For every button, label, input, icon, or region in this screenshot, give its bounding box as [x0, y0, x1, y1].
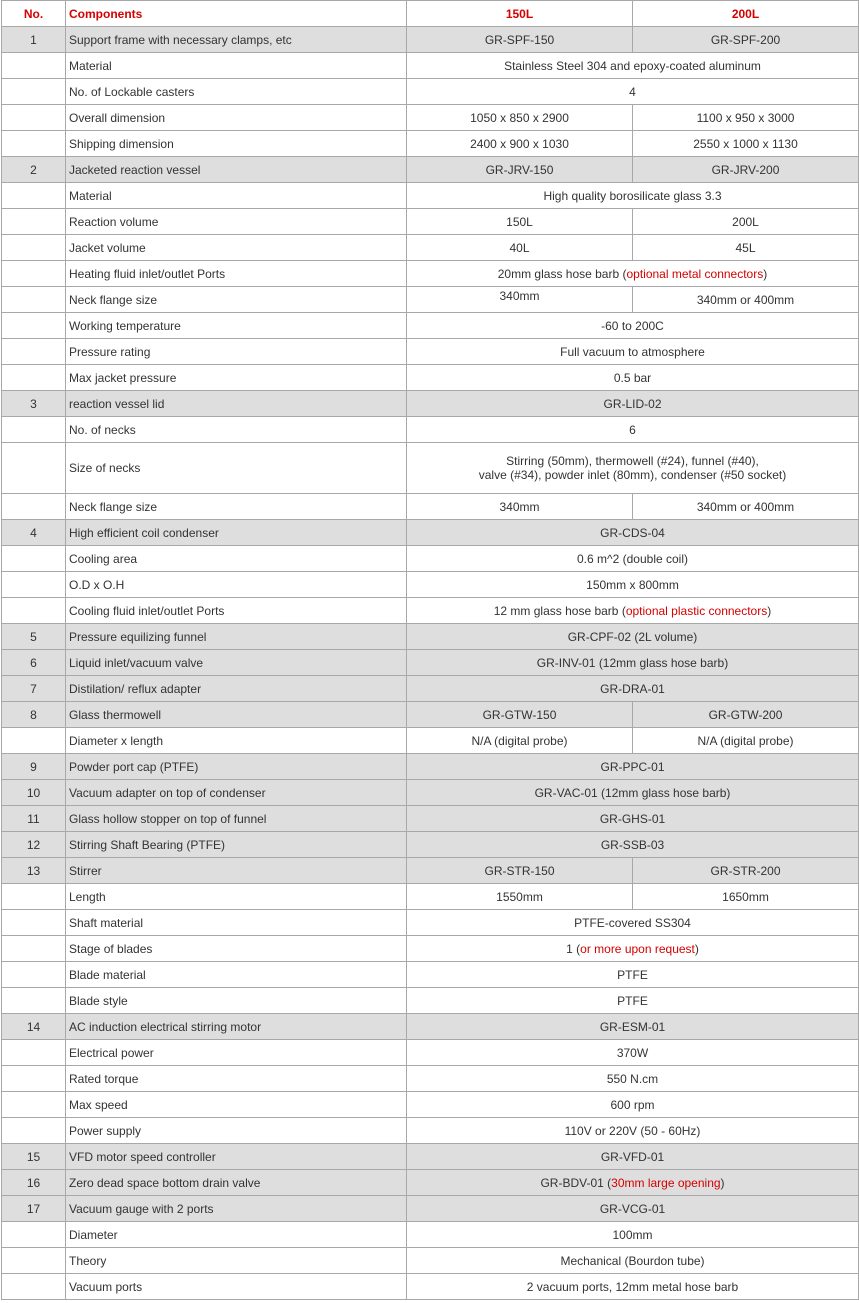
value-shared: [407, 1170, 859, 1196]
value-text: Mechanical (Bourdon tube): [560, 1253, 705, 1268]
item-number: [2, 546, 66, 572]
value-shared: [407, 1274, 859, 1300]
value-text: GR-DRA-01: [600, 681, 665, 696]
item-number: [2, 313, 66, 339]
table-row: [2, 546, 859, 572]
table-row: [2, 962, 859, 988]
component-name: Stage of blades: [66, 936, 407, 962]
value-shared: [407, 79, 859, 105]
value-text-end: ): [694, 941, 699, 956]
value-150l: 40L: [407, 235, 633, 261]
value-200l: 2550 x 1000 x 1130: [633, 131, 859, 157]
value-shared: [407, 1092, 859, 1118]
value-200l: 340mm or 400mm: [633, 287, 859, 313]
value-shared: [407, 313, 859, 339]
value-shared: [407, 806, 859, 832]
table-row: [2, 910, 859, 936]
component-name: O.D x O.H: [66, 572, 407, 598]
component-name: Theory: [66, 1248, 407, 1274]
component-name: Glass hollow stopper on top of funnel: [66, 806, 407, 832]
item-number: [2, 365, 66, 391]
item-number: [2, 105, 66, 131]
value-shared: [407, 53, 859, 79]
table-row-group: [2, 1170, 859, 1196]
value-text: 12 mm glass hose barb (: [493, 603, 626, 618]
value-shared: [407, 339, 859, 365]
value-text: 600 rpm: [610, 1097, 655, 1112]
value-shared: [407, 546, 859, 572]
value-shared: [407, 443, 859, 494]
value-text: GR-LID-02: [603, 396, 662, 411]
header-200l: 200L: [633, 1, 859, 27]
value-200l: 340mm or 400mm: [633, 494, 859, 520]
value-150l: GR-SPF-150: [407, 27, 633, 53]
component-name: Length: [66, 884, 407, 910]
component-name: Reaction volume: [66, 209, 407, 235]
value-text: 370W: [616, 1045, 649, 1060]
item-number: [2, 209, 66, 235]
value-text-end: ): [763, 266, 768, 281]
header-150l: 150L: [407, 1, 633, 27]
item-number: 11: [2, 806, 66, 832]
component-name: Glass thermowell: [66, 702, 407, 728]
value-text: PTFE: [617, 967, 648, 982]
highlight-note: optional plastic connectors: [625, 603, 768, 618]
item-number: 6: [2, 650, 66, 676]
value-text-end: ): [767, 603, 772, 618]
component-name: reaction vessel lid: [66, 391, 407, 417]
table-row-group: [2, 391, 859, 417]
table-row: [2, 443, 859, 494]
table-row: [2, 884, 859, 910]
component-name: Blade style: [66, 988, 407, 1014]
value-text: -60 to 200C: [601, 318, 664, 333]
table-row-group: [2, 520, 859, 546]
value-shared: [407, 183, 859, 209]
item-number: 10: [2, 780, 66, 806]
component-name: Vacuum ports: [66, 1274, 407, 1300]
item-number: 9: [2, 754, 66, 780]
value-shared: [407, 754, 859, 780]
table-row: [2, 183, 859, 209]
value-shared: [407, 780, 859, 806]
item-number: [2, 1118, 66, 1144]
item-number: [2, 1248, 66, 1274]
table-row: [2, 105, 859, 131]
table-row: [2, 1092, 859, 1118]
item-number: [2, 598, 66, 624]
component-name: Diameter: [66, 1222, 407, 1248]
component-name: Liquid inlet/vacuum valve: [66, 650, 407, 676]
component-name: Rated torque: [66, 1066, 407, 1092]
highlight-note: or more upon request: [580, 941, 695, 956]
table-row-group: [2, 702, 859, 728]
value-200l: 1650mm: [633, 884, 859, 910]
item-number: [2, 235, 66, 261]
table-row: [2, 53, 859, 79]
value-text: PTFE-covered SS304: [574, 915, 691, 930]
item-number: 12: [2, 832, 66, 858]
item-number: [2, 79, 66, 105]
item-number: 3: [2, 391, 66, 417]
value-200l: GR-STR-200: [633, 858, 859, 884]
value-150l: 340mm: [407, 287, 633, 313]
table-row: [2, 209, 859, 235]
value-text: GR-VAC-01 (12mm glass hose barb): [534, 785, 731, 800]
table-row-group: [2, 1144, 859, 1170]
component-name: Vacuum gauge with 2 ports: [66, 1196, 407, 1222]
table-row: [2, 494, 859, 520]
table-row: [2, 572, 859, 598]
component-name: Neck flange size: [66, 287, 407, 313]
component-name: No. of Lockable casters: [66, 79, 407, 105]
table-row: [2, 79, 859, 105]
value-shared: [407, 520, 859, 546]
component-name: Shaft material: [66, 910, 407, 936]
value-shared: [407, 1066, 859, 1092]
item-number: [2, 884, 66, 910]
item-number: 13: [2, 858, 66, 884]
value-150l: 1050 x 850 x 2900: [407, 105, 633, 131]
value-shared: [407, 598, 859, 624]
value-shared: [407, 1196, 859, 1222]
value-shared: [407, 624, 859, 650]
value-150l: 2400 x 900 x 1030: [407, 131, 633, 157]
table-row-group: [2, 1196, 859, 1222]
item-number: [2, 1222, 66, 1248]
component-name: Material: [66, 183, 407, 209]
value-shared: [407, 391, 859, 417]
value-shared: [407, 650, 859, 676]
item-number: 1: [2, 27, 66, 53]
table-row: [2, 1248, 859, 1274]
value-shared: [407, 417, 859, 443]
table-row: [2, 365, 859, 391]
value-text: 150mm x 800mm: [586, 577, 679, 592]
value-150l: GR-STR-150: [407, 858, 633, 884]
value-200l: N/A (digital probe): [633, 728, 859, 754]
value-shared: [407, 1222, 859, 1248]
value-text: PTFE: [617, 993, 648, 1008]
value-text: 1 (: [566, 941, 581, 956]
value-text: GR-VFD-01: [600, 1149, 665, 1164]
item-number: [2, 443, 66, 494]
component-name: Jacketed reaction vessel: [66, 157, 407, 183]
value-shared: [407, 1014, 859, 1040]
table-row-group: [2, 832, 859, 858]
table-row: [2, 598, 859, 624]
item-number: [2, 910, 66, 936]
value-shared: [407, 365, 859, 391]
component-name: Powder port cap (PTFE): [66, 754, 407, 780]
value-200l: GR-JRV-200: [633, 157, 859, 183]
header-components: Components: [66, 1, 407, 27]
value-text-line2: valve (#34), powder inlet (80mm), condenser (#50 socket): [478, 468, 787, 482]
item-number: [2, 183, 66, 209]
table-row-group: [2, 754, 859, 780]
table-row-group: [2, 624, 859, 650]
component-name: Max jacket pressure: [66, 365, 407, 391]
component-name: Overall dimension: [66, 105, 407, 131]
value-shared: [407, 261, 859, 287]
component-name: Vacuum adapter on top of condenser: [66, 780, 407, 806]
header-no: No.: [2, 1, 66, 27]
component-name: No. of necks: [66, 417, 407, 443]
component-name: Diameter x length: [66, 728, 407, 754]
item-number: [2, 417, 66, 443]
specification-table: [1, 0, 859, 1300]
table-row-group: [2, 676, 859, 702]
value-text: GR-ESM-01: [599, 1019, 666, 1034]
item-number: 16: [2, 1170, 66, 1196]
component-name: Pressure rating: [66, 339, 407, 365]
item-number: [2, 287, 66, 313]
table-row: [2, 1066, 859, 1092]
component-name: AC induction electrical stirring motor: [66, 1014, 407, 1040]
item-number: [2, 936, 66, 962]
value-200l: 1100 x 950 x 3000: [633, 105, 859, 131]
value-200l: 45L: [633, 235, 859, 261]
table-row: [2, 417, 859, 443]
item-number: [2, 1066, 66, 1092]
value-text: GR-SSB-03: [600, 837, 665, 852]
item-number: [2, 53, 66, 79]
value-shared: [407, 832, 859, 858]
component-name: Heating fluid inlet/outlet Ports: [66, 261, 407, 287]
highlight-note: 30mm large opening: [611, 1175, 721, 1190]
component-name: Material: [66, 53, 407, 79]
table-row-group: [2, 858, 859, 884]
item-number: [2, 962, 66, 988]
value-200l: GR-SPF-200: [633, 27, 859, 53]
component-name: Power supply: [66, 1118, 407, 1144]
value-shared: [407, 572, 859, 598]
value-shared: [407, 1040, 859, 1066]
value-text: GR-CPF-02 (2L volume): [567, 629, 698, 644]
value-150l: 150L: [407, 209, 633, 235]
table-row-group: [2, 780, 859, 806]
table-row: [2, 235, 859, 261]
table-row: [2, 261, 859, 287]
component-name: Zero dead space bottom drain valve: [66, 1170, 407, 1196]
component-name: Jacket volume: [66, 235, 407, 261]
item-number: 15: [2, 1144, 66, 1170]
item-number: [2, 261, 66, 287]
component-name: Neck flange size: [66, 494, 407, 520]
value-text: 20mm glass hose barb (: [497, 266, 627, 281]
item-number: [2, 1040, 66, 1066]
value-shared: [407, 988, 859, 1014]
item-number: 5: [2, 624, 66, 650]
table-row: [2, 728, 859, 754]
value-text: 6: [629, 422, 636, 437]
value-text: 0.5 bar: [613, 370, 652, 385]
value-shared: [407, 1248, 859, 1274]
value-text: GR-CDS-04: [600, 525, 665, 540]
value-text: Full vacuum to atmosphere: [560, 344, 705, 359]
item-number: 7: [2, 676, 66, 702]
table-row: [2, 287, 859, 313]
value-text: GR-PPC-01: [600, 759, 665, 774]
item-number: [2, 988, 66, 1014]
component-name: Blade material: [66, 962, 407, 988]
value-shared: [407, 676, 859, 702]
value-shared: [407, 1144, 859, 1170]
value-text: GR-GHS-01: [599, 811, 666, 826]
component-name: Stirring Shaft Bearing (PTFE): [66, 832, 407, 858]
table-row-group: [2, 27, 859, 53]
item-number: 4: [2, 520, 66, 546]
table-row-group: [2, 1014, 859, 1040]
value-150l: GR-JRV-150: [407, 157, 633, 183]
value-text: GR-INV-01 (12mm glass hose barb): [536, 655, 729, 670]
value-text: High quality borosilicate glass 3.3: [543, 188, 722, 203]
value-text: GR-VCG-01: [599, 1201, 666, 1216]
value-shared: [407, 936, 859, 962]
item-number: [2, 494, 66, 520]
component-name: Size of necks: [66, 443, 407, 494]
component-name: High efficient coil condenser: [66, 520, 407, 546]
value-text: GR-BDV-01 (: [540, 1175, 612, 1190]
value-150l: 340mm: [407, 494, 633, 520]
table-row: [2, 131, 859, 157]
component-name: Pressure equilizing funnel: [66, 624, 407, 650]
value-150l: N/A (digital probe): [407, 728, 633, 754]
item-number: [2, 1274, 66, 1300]
value-text: 0.6 m^2 (double coil): [576, 551, 689, 566]
component-name: Working temperature: [66, 313, 407, 339]
component-name: Electrical power: [66, 1040, 407, 1066]
table-row-group: [2, 157, 859, 183]
value-shared: [407, 910, 859, 936]
table-row: [2, 1118, 859, 1144]
table-row: [2, 936, 859, 962]
table-row: [2, 1274, 859, 1300]
component-name: VFD motor speed controller: [66, 1144, 407, 1170]
component-name: Distilation/ reflux adapter: [66, 676, 407, 702]
value-text: 110V or 220V (50 - 60Hz): [564, 1123, 701, 1138]
table-row-group: [2, 650, 859, 676]
item-number: [2, 728, 66, 754]
table-row: [2, 1040, 859, 1066]
component-name: Support frame with necessary clamps, etc: [66, 27, 407, 53]
value-text: 550 N.cm: [606, 1071, 659, 1086]
value-text-end: ): [720, 1175, 725, 1190]
component-name: Max speed: [66, 1092, 407, 1118]
highlight-note: optional metal connectors: [626, 266, 764, 281]
item-number: 17: [2, 1196, 66, 1222]
table-row: [2, 313, 859, 339]
component-name: Cooling area: [66, 546, 407, 572]
value-text: 4: [629, 84, 636, 99]
value-150l: GR-GTW-150: [407, 702, 633, 728]
item-number: 8: [2, 702, 66, 728]
value-150l: 1550mm: [407, 884, 633, 910]
component-name: Shipping dimension: [66, 131, 407, 157]
table-row: [2, 339, 859, 365]
item-number: [2, 131, 66, 157]
value-200l: 200L: [633, 209, 859, 235]
item-number: 2: [2, 157, 66, 183]
item-number: [2, 1092, 66, 1118]
item-number: [2, 339, 66, 365]
value-text: 2 vacuum ports, 12mm metal hose barb: [526, 1279, 739, 1294]
component-name: Cooling fluid inlet/outlet Ports: [66, 598, 407, 624]
value-text: 100mm: [612, 1227, 653, 1242]
value-text: Stirring (50mm), thermowell (#24), funnel (#40),: [506, 454, 759, 468]
component-name: Stirrer: [66, 858, 407, 884]
table-row: [2, 1222, 859, 1248]
value-shared: [407, 962, 859, 988]
table-row-group: [2, 806, 859, 832]
value-shared: [407, 1118, 859, 1144]
value-text: Stainless Steel 304 and epoxy-coated aluminum: [504, 58, 761, 73]
item-number: 14: [2, 1014, 66, 1040]
table-row: [2, 988, 859, 1014]
header-row: [2, 1, 859, 27]
value-200l: GR-GTW-200: [633, 702, 859, 728]
item-number: [2, 572, 66, 598]
